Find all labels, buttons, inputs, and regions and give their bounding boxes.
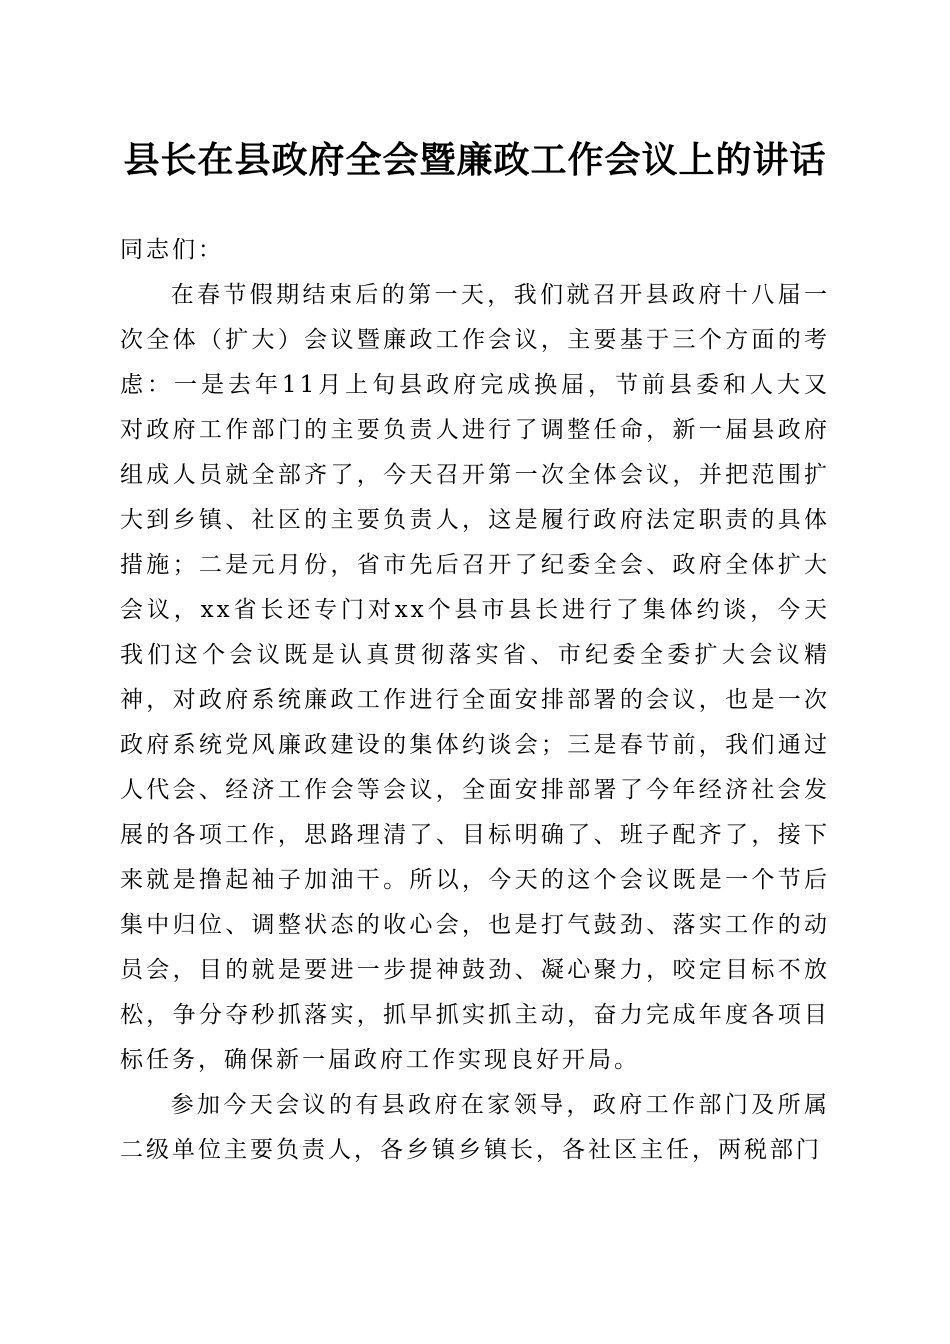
document-body	[120, 228, 830, 1173]
salutation: 同志们：	[120, 237, 224, 263]
document-title: 县长在县政府全会暨廉政工作会议上的讲话	[123, 139, 827, 181]
paragraph-2: 参加今天会议的有县政府在家领导，政府工作部门及所属二级单位主要负责人，各乡镇乡镇长，各社区主任，两税部门	[120, 1092, 830, 1163]
paragraph-1: 在春节假期结束后的第一天，我们就召开县政府十八届一次全体（扩大）会议暨廉政工作会议，主要基于三个方面的考虑：一是去年11月上旬县政府完成换届，节前县委和人大又对政府工作部门的主要负责人进行了调整任命，新一届县政府组成人员就全部齐了，今天召开第一次全体会议，并把范围扩大到乡镇、社区的主要负责人，这是履行政府法定职责的具体措施；二是元月份，省市先后召开了纪委全会、政府全体扩大会议，xx省长还专门对xx个县市县长进行了集体约谈，今天我们这个会议既是认真贯彻落实省、市纪委全委扩大会议精神，对政府系统廉政工作进行全面安排部署的会议，也是一次政府系统党风廉政建设的集体约谈会；三是春节前，我们通过人代会、经济工作会等会议，全面安排部署了今年经济社会发展的各项工作，思路理清了、目标明确了、班子配齐了，接下来就是撸起袖子加油干。所以，今天的这个会议既是一个节后集中归位、调整状态的收心会，也是打气鼓劲、落实工作的动员会，目的就是要进一步提神鼓劲、凝心聚力，咬定目标不放松，争分夺秒抓落实，抓早抓实抓主动，奋力完成年度各项目标任务，确保新一届政府工作实现良好开局。	[120, 282, 830, 1073]
